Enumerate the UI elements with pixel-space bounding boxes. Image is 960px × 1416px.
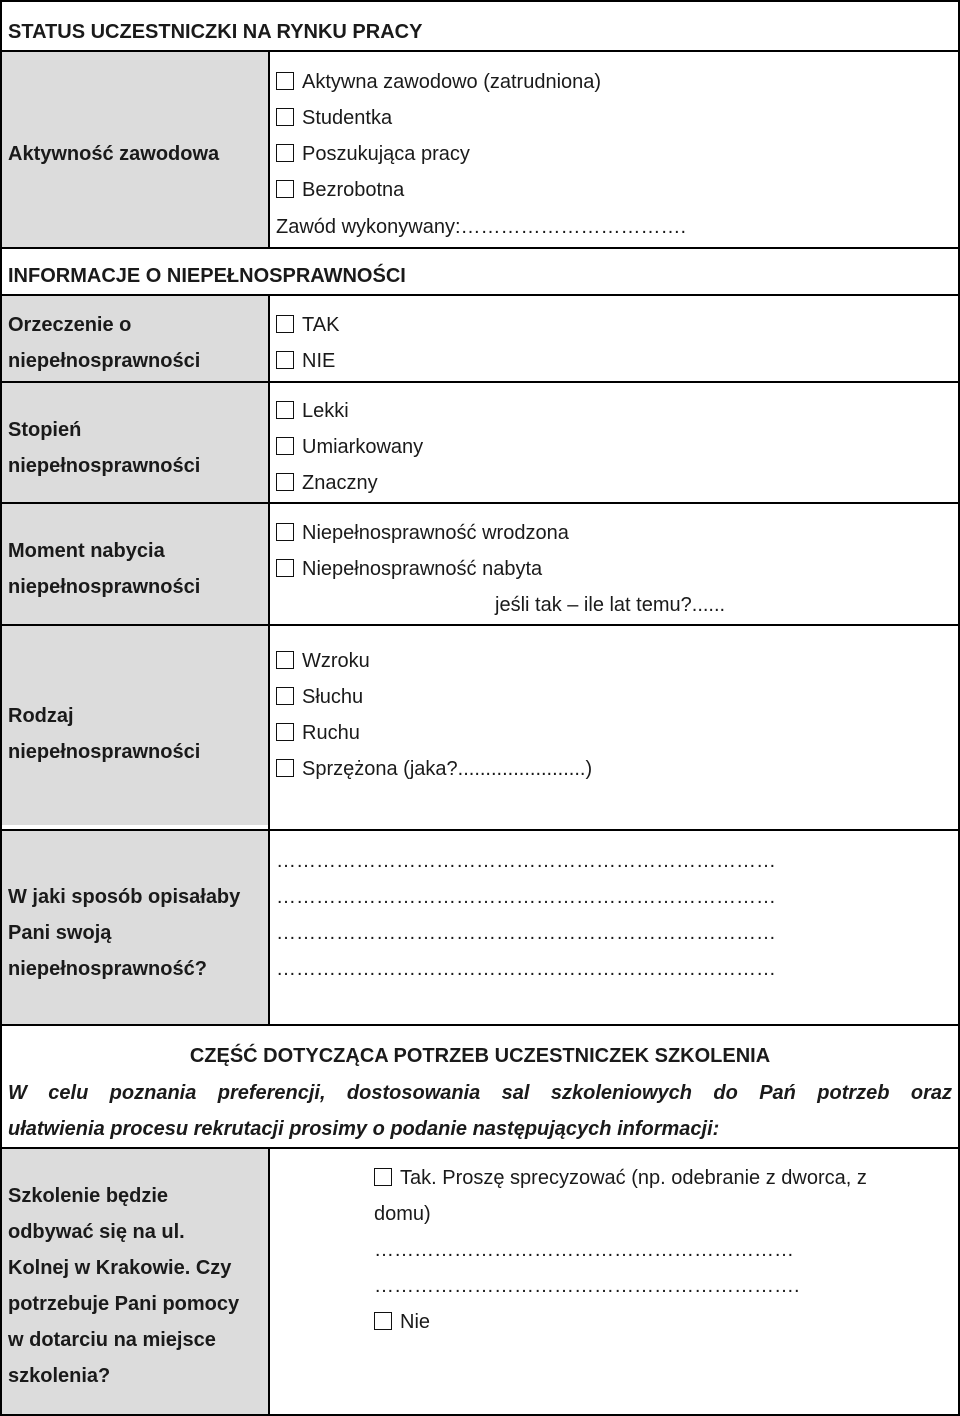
intro-text: ułatwienia procesu rekrutacji prosimy o podanie następujących informacji: (8, 1118, 720, 1140)
question-line: Kolnej w Krakowie. Czy (8, 1257, 232, 1279)
option-hearing[interactable]: Słuchu (276, 679, 363, 715)
divider (0, 381, 960, 383)
row-label: niepełnosprawności (8, 741, 201, 763)
checkbox[interactable] (276, 72, 294, 90)
option-no[interactable]: NIE (276, 343, 335, 379)
row-label: niepełnosprawności (8, 576, 201, 598)
divider (268, 294, 270, 1026)
checkbox[interactable] (276, 144, 294, 162)
option-combined[interactable]: Sprzężona (jaka?.......................) (276, 751, 592, 787)
description-line[interactable]: ………………………………………………………………… (276, 922, 776, 944)
checkbox[interactable] (276, 651, 294, 669)
checkbox[interactable] (276, 401, 294, 419)
section-heading: INFORMACJE O NIEPEŁNOSPRAWNOŚCI (8, 265, 406, 287)
option-acquired[interactable]: Niepełnosprawność nabyta (276, 551, 542, 587)
section-heading: CZĘŚĆ DOTYCZĄCA POTRZEB UCZESTNICZEK SZKOLENIA (189, 1045, 771, 1067)
divider (0, 829, 960, 831)
checkbox[interactable] (276, 559, 294, 577)
checkbox[interactable] (276, 315, 294, 333)
checkbox[interactable] (276, 723, 294, 741)
description-line[interactable]: ………………………………………………………………… (276, 886, 776, 908)
help-details-line[interactable]: ………………………………………………………. (374, 1275, 800, 1297)
checkbox[interactable] (276, 180, 294, 198)
section-heading: STATUS UCZESTNICZKI NA RYNKU PRACY (8, 21, 423, 43)
divider (0, 50, 960, 52)
option-text-cont: domu) (374, 1203, 431, 1225)
row-label: W jaki sposób opisałaby (8, 886, 241, 908)
option-severe[interactable]: Znaczny (276, 465, 378, 501)
checkbox[interactable] (374, 1312, 392, 1330)
question-line: potrzebuje Pani pomocy (8, 1293, 240, 1315)
row-label: Orzeczenie o (8, 314, 132, 336)
question-line: w dotarciu na miejsce (8, 1329, 216, 1351)
row-label: niepełnosprawności (8, 350, 201, 372)
divider (0, 1024, 960, 1026)
question-line: odbywać się na ul. (8, 1221, 185, 1243)
checkbox[interactable] (374, 1168, 392, 1186)
row-label: Rodzaj (8, 705, 74, 727)
option-mild[interactable]: Lekki (276, 393, 349, 429)
checkbox[interactable] (276, 473, 294, 491)
divider (0, 1147, 960, 1149)
option-employed[interactable]: Aktywna zawodowo (zatrudniona) (276, 64, 601, 100)
border (0, 0, 2, 1416)
intro-text: W celu poznania preferencji, dostosowania sal szkoleniowych do Pań potrzeb oraz (8, 1082, 952, 1104)
option-yes[interactable]: TAK (276, 307, 339, 343)
row-label: Moment nabycia (8, 540, 165, 562)
checkbox[interactable] (276, 437, 294, 455)
years-ago-field[interactable]: jeśli tak – ile lat temu?...... (495, 594, 726, 616)
row-label: Stopień (8, 419, 82, 441)
border (0, 0, 960, 2)
question-line: Szkolenie będzie (8, 1185, 169, 1207)
option-congenital[interactable]: Niepełnosprawność wrodzona (276, 515, 569, 551)
option-unemployed[interactable]: Bezrobotna (276, 172, 404, 208)
row-label: niepełnosprawności (8, 455, 201, 477)
divider (0, 294, 960, 296)
option-no-help[interactable]: Nie (374, 1304, 430, 1340)
question-line: szkolenia? (8, 1365, 111, 1387)
occupation-field[interactable]: Zawód wykonywany:……………………………. (276, 216, 687, 238)
description-line[interactable]: ………………………………………………………………… (276, 850, 776, 872)
option-yes-help[interactable]: Tak. Proszę sprecyzować (np. odebranie z dworca, z (374, 1160, 867, 1196)
divider (0, 502, 960, 504)
checkbox[interactable] (276, 687, 294, 705)
divider (268, 50, 270, 249)
checkbox[interactable] (276, 108, 294, 126)
checkbox[interactable] (276, 523, 294, 541)
divider (0, 247, 960, 249)
option-job-seeking[interactable]: Poszukująca pracy (276, 136, 470, 172)
option-vision[interactable]: Wzroku (276, 643, 370, 679)
checkbox[interactable] (276, 351, 294, 369)
help-details-line[interactable]: ……………………………………………………… (374, 1239, 794, 1261)
row-label: niepełnosprawność? (8, 958, 207, 980)
option-student[interactable]: Studentka (276, 100, 392, 136)
divider (268, 1147, 270, 1416)
divider (0, 624, 960, 626)
row-label: Pani swoją (8, 922, 112, 944)
row-label: Aktywność zawodowa (8, 143, 220, 165)
option-motor[interactable]: Ruchu (276, 715, 360, 751)
checkbox[interactable] (276, 759, 294, 777)
option-moderate[interactable]: Umiarkowany (276, 429, 423, 465)
description-line[interactable]: ………………………………………………………………… (276, 958, 776, 980)
